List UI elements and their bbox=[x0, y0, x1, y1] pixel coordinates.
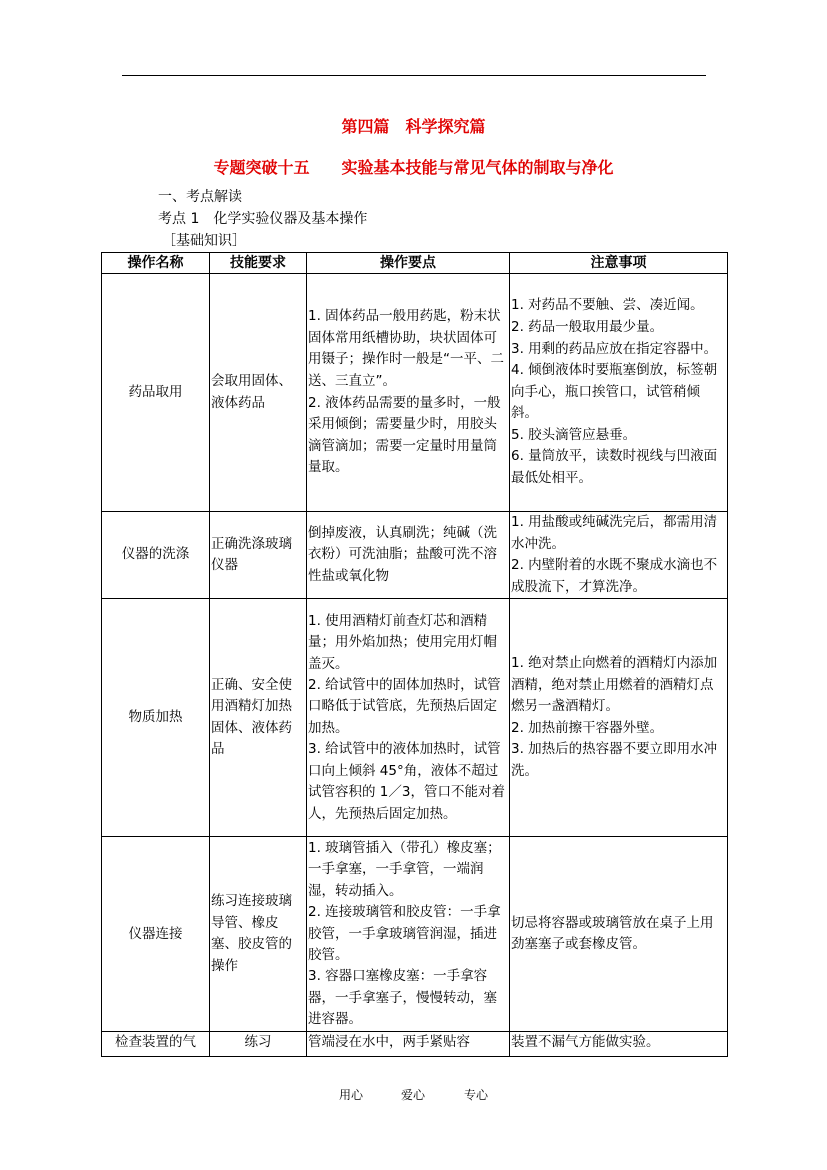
footer-word: 爱心 bbox=[401, 1088, 426, 1102]
note: 5. 胶头滴管应悬垂。 bbox=[511, 426, 637, 443]
exam-point-heading: 考点 1 化学实验仪器及基本操作 bbox=[158, 211, 368, 227]
section-heading: 一、考点解读 bbox=[158, 189, 242, 205]
key-point: 3. 容器口塞橡皮塞：一手拿容器，一手拿塞子，慢慢转动，塞进容器。 bbox=[308, 968, 497, 1028]
key-point: 倒掉废液，认真刷洗；纯碱（洗衣粉）可洗油脂；盐酸可洗不溶性盐或氧化物 bbox=[308, 524, 497, 584]
footer-word: 专心 bbox=[464, 1088, 489, 1102]
header-operation-name: 操作名称 bbox=[102, 253, 210, 274]
note: 2. 内壁附着的水既不聚成水滴也不成股流下，才算洗净。 bbox=[511, 557, 718, 595]
key-point: 1. 固体药品一般用药匙，粉末状固体常用纸槽协助，块状固体可用镊子；操作时一般是“一平、二送、三直立”。 bbox=[308, 308, 504, 389]
note: 2. 药品一般取用最少量。 bbox=[511, 318, 664, 335]
topic-title: 专题突破十五 实验基本技能与常见气体的制取与净化 bbox=[213, 158, 614, 177]
key-point: 2. 液体药品需要的量多时，一般采用倾倒；需要量少时，用胶头滴管滴加；需要一定量时用量筒量取。 bbox=[308, 394, 501, 476]
key-point: 2. 连接玻璃管和胶皮管：一手拿胶管，一手拿玻璃管润湿，插进胶管。 bbox=[308, 904, 501, 964]
notes bbox=[510, 1032, 728, 1057]
header-key-points: 操作要点 bbox=[307, 253, 510, 274]
skill-requirement: 练习连接玻璃导管、橡皮塞、胶皮管的操作 bbox=[210, 837, 307, 1032]
operation-name: 仪器连接 bbox=[102, 837, 210, 1032]
key-points bbox=[307, 837, 510, 1032]
note: 装置不漏气方能做实验。 bbox=[511, 1034, 660, 1051]
operations-table bbox=[101, 252, 728, 1057]
header-rule bbox=[122, 75, 706, 76]
notes bbox=[510, 274, 728, 512]
table-header-row bbox=[102, 253, 728, 274]
table-row bbox=[102, 274, 728, 512]
header-notes: 注意事项 bbox=[510, 253, 728, 274]
operation-name: 药品取用 bbox=[102, 274, 210, 512]
operation-name: 物质加热 bbox=[102, 599, 210, 837]
basic-knowledge-label: ［基础知识］ bbox=[162, 233, 246, 249]
note: 6. 量筒放平，读数时视线与凹液面最低处相平。 bbox=[511, 448, 718, 487]
key-points bbox=[307, 1032, 510, 1057]
key-point: 2. 给试管中的固体加热时，试管口略低于试管底，先预热后固定加热。 bbox=[308, 677, 501, 736]
table-row bbox=[102, 837, 728, 1032]
header-skill-requirement: 技能要求 bbox=[210, 253, 307, 274]
note: 3. 用剩的药品应放在指定容器中。 bbox=[511, 340, 718, 357]
chapter-title: 第四篇 科学探究篇 bbox=[341, 117, 486, 136]
note: 1. 对药品不要触、尝、凑近闻。 bbox=[511, 297, 704, 314]
key-point: 1. 玻璃管插入（带孔）橡皮塞；一手拿塞，一手拿管，一端润湿，转动插入。 bbox=[308, 840, 501, 899]
page-footer bbox=[0, 1086, 827, 1106]
note: 3. 加热后的热容器不要立即用水冲洗。 bbox=[511, 741, 718, 780]
key-points bbox=[307, 274, 510, 512]
skill-requirement: 正确洗涤玻璃仪器 bbox=[210, 512, 307, 599]
key-points bbox=[307, 512, 510, 599]
note: 切忌将容器或玻璃管放在桌子上用劲塞塞子或套橡皮管。 bbox=[511, 914, 714, 953]
skill-requirement: 正确、安全使用酒精灯加热固体、液体药品 bbox=[210, 599, 307, 837]
table-row bbox=[102, 512, 728, 599]
notes bbox=[510, 512, 728, 599]
table-row bbox=[102, 1032, 728, 1057]
note: 4. 倾倒液体时要瓶塞倒放，标签朝向手心，瓶口挨管口，试管稍倾斜。 bbox=[511, 362, 718, 422]
skill-requirement: 会取用固体、液体药品 bbox=[210, 274, 307, 512]
notes bbox=[510, 599, 728, 837]
key-points bbox=[307, 599, 510, 837]
key-point: 3. 给试管中的液体加热时，试管口向上倾斜 45°角，液体不超过试管容积的 1／3，管口不能对着人，先预热后固定加热。 bbox=[308, 741, 505, 822]
key-point: 1. 使用酒精灯前查灯芯和酒精量；用外焰加热；使用完用灯帽盖灭。 bbox=[308, 612, 497, 672]
notes bbox=[510, 837, 728, 1032]
note: 1. 绝对禁止向燃着的酒精灯内添加酒精，绝对禁止用燃着的酒精灯点燃另一盏酒精灯。 bbox=[511, 655, 718, 715]
key-point: 管端浸在水中，两手紧贴容 bbox=[308, 1034, 470, 1051]
note: 1. 用盐酸或纯碱洗完后，都需用清水冲洗。 bbox=[511, 514, 718, 552]
skill-requirement: 练习 bbox=[210, 1032, 307, 1057]
operation-name: 检查装置的气 bbox=[102, 1032, 210, 1057]
table-row bbox=[102, 599, 728, 837]
footer-word: 用心 bbox=[339, 1088, 364, 1102]
operation-name: 仪器的洗涤 bbox=[102, 512, 210, 599]
note: 2. 加热前擦干容器外壁。 bbox=[511, 719, 664, 736]
